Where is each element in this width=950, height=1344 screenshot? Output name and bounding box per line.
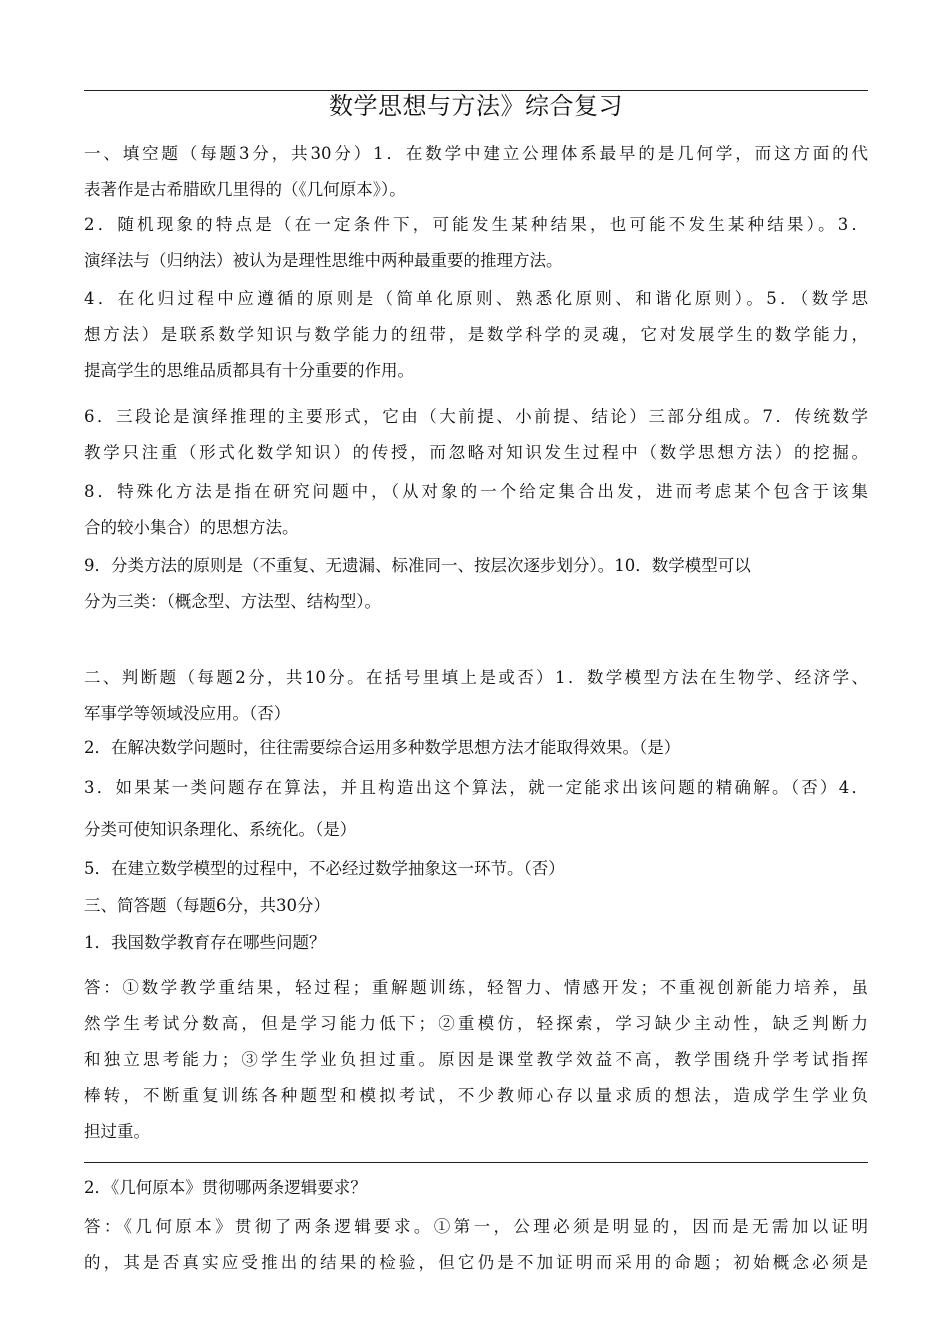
text-line: 和独立思考能力；③学生学业负担过重。原因是课堂教学效益不高，教学围绕升学考试指挥: [84, 1050, 868, 1069]
text-line: 合的较小集合）的思想方法。: [84, 518, 299, 537]
text-line: 3．如果某一类问题存在算法，并且构造出这个算法，就一定能求出该问题的精确解。（否）4．: [84, 778, 868, 797]
paragraph: [84, 770, 868, 806]
text-line: 想方法）是联系数学知识与数学能力的纽带，是数学科学的灵魂，它对发展学生的数学能力，: [84, 325, 868, 344]
text-line: 分为三类：（概念型、方法型、结构型）。: [84, 592, 381, 611]
text-line: 2．随机现象的特点是（在一定条件下，可能发生某种结果，也可能不发生某种结果）。3．: [84, 215, 868, 234]
fill-blank-section: [84, 136, 868, 208]
text-line: 演绎法与（归纳法）被认为是理性思维中两种最重要的推理方法。: [84, 251, 563, 270]
true-false-section: [84, 660, 868, 732]
text-line: 8．特殊化方法是指在研究问题中，（从对象的一个给定集合出发，进而考虑某个包含于该集: [84, 482, 868, 501]
text-line: 担过重。: [84, 1122, 150, 1141]
text-line: 表著作是古希腊欧几里得的（《几何原本》）。: [84, 180, 406, 199]
paragraph: [84, 812, 868, 848]
text-line: 6．三段论是演绎推理的主要形式，它由（大前提、小前提、结论）三部分组成。7．传统数学: [84, 407, 868, 426]
paragraph: [84, 851, 868, 887]
text-line: 二、判断题（每题2分，共10分。在括号里填上是或否）1．数学模型方法在生物学、经济学、: [84, 668, 868, 687]
text-line: 答：《几何原本》贯彻了两条逻辑要求。①第一，公理必须是明显的，因而是无需加以证明: [84, 1217, 868, 1236]
text-line: 军事学等领域没应用。（否）: [84, 704, 291, 723]
text-line: 答：①数学教学重结果，轻过程；重解题训练，轻智力、情感开发；不重视创新能力培养，虽: [84, 978, 868, 997]
short-answer-section: [84, 888, 868, 924]
text-line: 2．《几何原本》贯彻哪两条逻辑要求？: [84, 1178, 367, 1197]
text-line: 棒转，不断重复训练各种题型和模拟考试，不少教师心存以量求质的想法，造成学生学业负: [84, 1086, 868, 1105]
paragraph: [84, 474, 868, 546]
section-rule: [84, 1162, 868, 1163]
question: [84, 1170, 868, 1206]
text-line: 分类可使知识条理化、系统化。（是）: [84, 820, 357, 839]
answer: [84, 970, 868, 1150]
text-line: 9．分类方法的原则是（不重复、无遗漏、标准同一、按层次逐步划分）。10．数学模型可以: [84, 556, 751, 575]
paragraph: [84, 399, 868, 471]
text-line: 一、填空题（每题3分，共30分）1．在数学中建立公理体系最早的是几何学，而这方面的代: [84, 144, 868, 163]
section-heading: 三、简答题（每题6分，共30分）: [84, 896, 330, 915]
text-line: 5．在建立数学模型的过程中，不必经过数学抽象这一环节。（否）: [84, 859, 565, 878]
page-title: 数学思想与方法》综合复习: [329, 92, 623, 120]
paragraph: [84, 548, 868, 620]
paragraph: [84, 730, 868, 766]
text-line: 然学生考试分数高，但是学习能力低下；②重模仿，轻探索，学习缺少主动性，缺乏判断力: [84, 1014, 868, 1033]
paragraph: [84, 207, 868, 279]
text-line: 4．在化归过程中应遵循的原则是（简单化原则、熟悉化原则、和谐化原则）。5．（数学思: [84, 289, 868, 308]
text-line: 的，其是否真实应受推出的结果的检验，但它仍是不加证明而采用的命题；初始概念必须是: [84, 1253, 868, 1272]
text-line: 教学只注重（形式化数学知识）的传授，而忽略对知识发生过程中（数学思想方法）的挖掘。: [84, 443, 868, 462]
question: [84, 925, 868, 961]
text-line: 2．在解决数学问题时，往往需要综合运用多种数学思想方法才能取得效果。（是）: [84, 738, 681, 757]
paragraph: [84, 281, 868, 389]
answer: [84, 1209, 868, 1281]
text-line: 提高学生的思维品质都具有十分重要的作用。: [84, 361, 414, 380]
text-line: 1．我国数学教育存在哪些问题？: [84, 933, 326, 952]
